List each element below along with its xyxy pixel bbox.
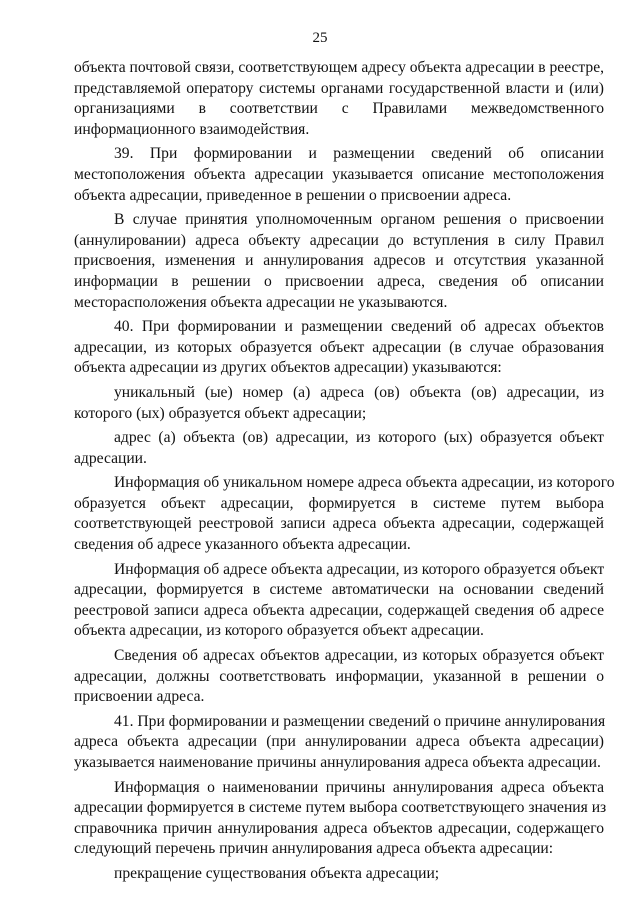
text-line: адресации.	[74, 449, 147, 467]
text-line: адресации, должны соответствовать информации, указанной в решении о	[74, 667, 604, 685]
text-line: присвоения, изменения и аннулирования адресов и отсутствия указанной	[74, 252, 604, 270]
text-line: которого (ых) образуется объект адресации;	[74, 404, 367, 422]
text-line: следующий перечень причин аннулирования адреса объекта адресации:	[74, 840, 554, 858]
text-line: Информация об уникальном номере адреса объекта адресации, из которого	[114, 474, 615, 492]
text-line: В случае принятия уполномоченным органом решения о присвоении	[114, 211, 604, 229]
text-line: адресации, формируется в системе автоматически на основании сведений	[74, 581, 604, 599]
text-line: уникальный (ые) номер (а) адреса (ов) объекта (ов) адресации, из	[114, 383, 604, 401]
text-line: представляемой оператору системы органами государственной власти и (или)	[74, 79, 604, 97]
text-line: присвоении адреса.	[74, 688, 205, 706]
paragraph	[74, 712, 604, 774]
text-line: объекта почтовой связи, соответствующем адресу объекта адресации в реестре,	[74, 59, 605, 76]
text-line: соответствующей реестровой записи адреса объекта адресации, содержащей	[74, 515, 604, 533]
paragraph	[74, 778, 607, 860]
paragraph	[74, 473, 615, 555]
text-line: Сведения об адресах объектов адресации, из которых образуется объект	[114, 647, 604, 665]
text-line: образуется объект адресации, формируется в системе путем выбора	[74, 494, 604, 512]
text-line: Информация о наименовании причины аннулирования адреса объекта	[114, 778, 604, 796]
text-line: (аннулировании) адреса объекту адресации до вступления в силу Правил	[74, 231, 604, 249]
text-line: сведения об адресе указанного объекта адресации.	[74, 536, 411, 554]
text-line: Информация об адресе объекта адресации, из которого образуется объект	[114, 560, 605, 578]
paragraph	[74, 428, 604, 469]
text-line: информации в решении о присвоении адреса, сведения об описании	[74, 272, 604, 290]
text-line: прекращение существования объекта адресации;	[114, 864, 440, 882]
paragraph	[74, 317, 604, 379]
text-line: адресации формируется в системе путем выбора соответствующего значения из	[74, 799, 607, 817]
text-line: 39. При формировании и размещении сведений об описании	[114, 145, 604, 163]
text-line: 41. При формировании и размещении сведений о причине аннулирования	[114, 712, 606, 730]
paragraph	[74, 58, 604, 140]
text-line: адресации, из которых образуется объект адресации (в случае образования	[74, 338, 604, 356]
paragraph	[74, 144, 604, 206]
text-line: объекта адресации, приведенное в решении о присвоении адреса.	[74, 186, 512, 204]
paragraph	[74, 864, 604, 885]
paragraph	[74, 560, 604, 642]
text-line: адрес (а) объекта (ов) адресации, из которого (ых) образуется объект	[114, 429, 604, 447]
page-number: 25	[312, 30, 328, 46]
text-line: информационного взаимодействия.	[74, 120, 310, 138]
text-line: объекта адресации, из которого образуется объект адресации.	[74, 622, 484, 640]
paragraph	[74, 210, 604, 313]
text-line: месторасположения объекта адресации не указываются.	[74, 293, 448, 311]
text-line: 40. При формировании и размещении сведений об адресах объектов	[114, 318, 604, 336]
document-body	[74, 58, 615, 885]
paragraph	[74, 383, 604, 424]
text-line: объекта адресации из других объектов адресации) указываются:	[74, 359, 502, 377]
paragraph	[74, 646, 604, 708]
text-line: местоположения объекта адресации указывается описание местоположения	[74, 165, 604, 183]
text-line: адреса объекта адресации (при аннулировании адреса объекта адресации)	[74, 733, 604, 751]
text-line: реестровой записи адреса объекта адресации, содержащей сведения об адресе	[74, 601, 604, 619]
text-line: справочника причин аннулирования адреса объектов адресации, содержащего	[74, 819, 604, 837]
text-line: указывается наименование причины аннулирования адреса объекта адресации.	[74, 754, 601, 771]
text-line: организациями в соответствии с Правилами межведомственного	[74, 100, 604, 118]
